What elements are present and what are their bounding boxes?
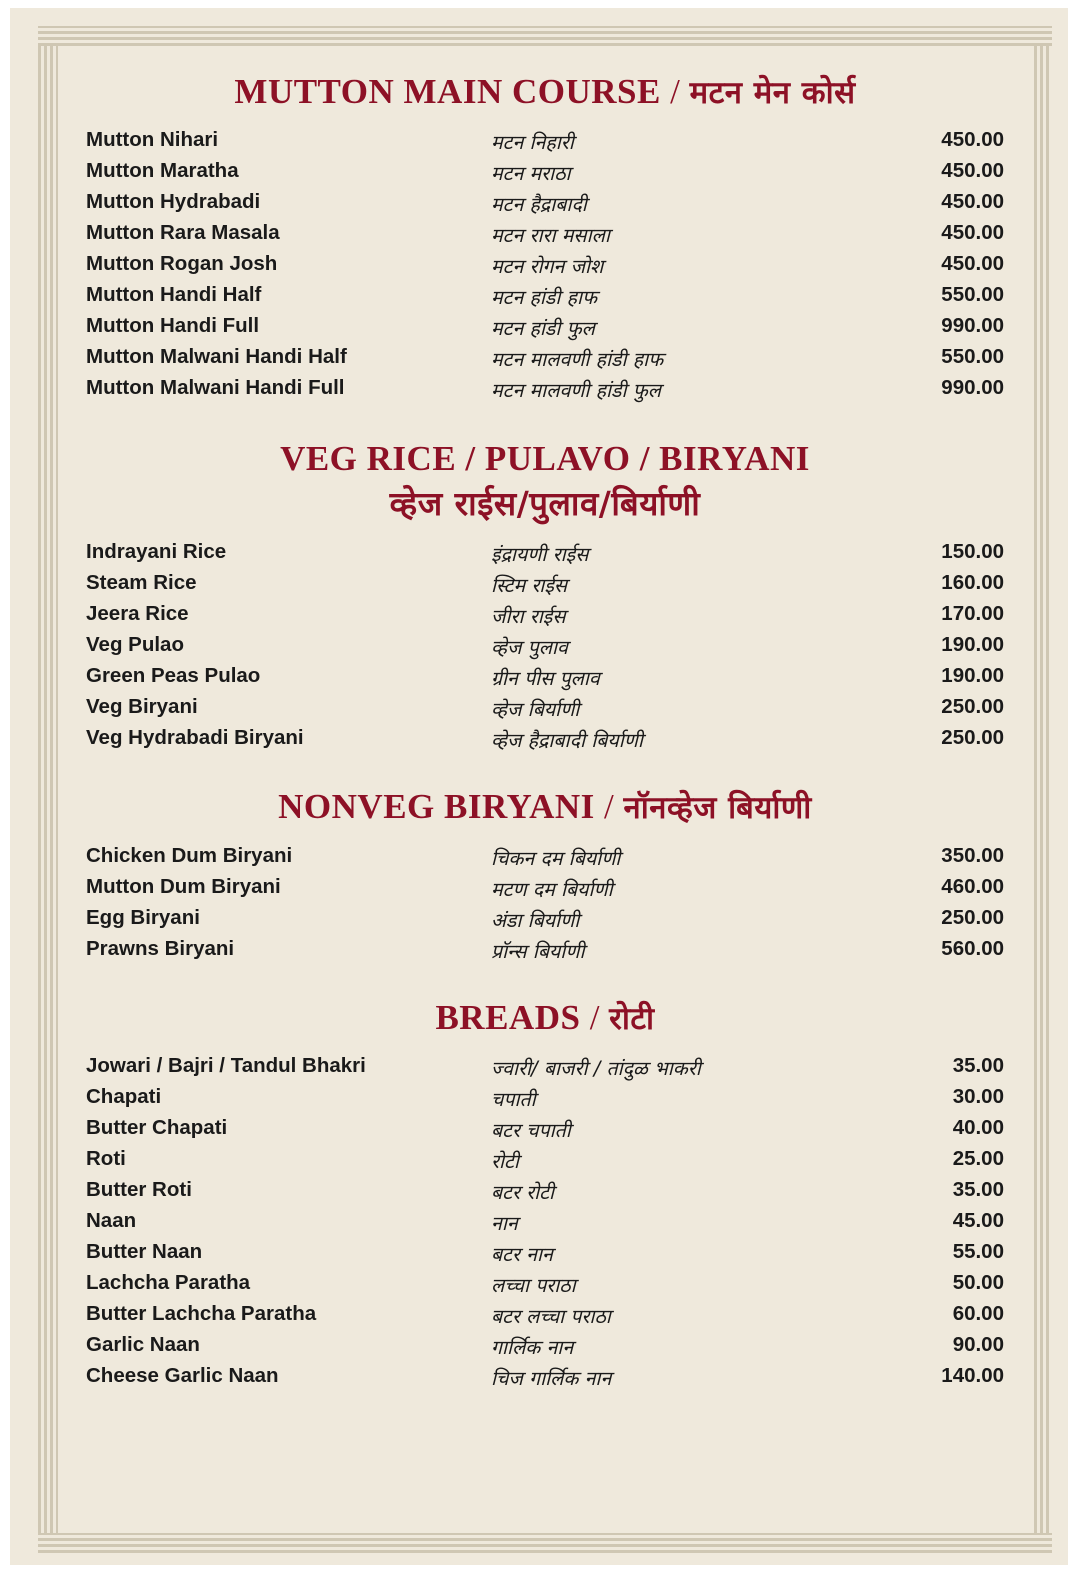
menu-item-row bbox=[86, 1114, 1004, 1145]
item-name-mr: मटन रारा मसाला bbox=[491, 224, 610, 248]
menu-item-row bbox=[86, 1176, 1004, 1207]
item-name-en: Cheese Garlic Naan bbox=[86, 1363, 279, 1387]
menu-items-table bbox=[86, 126, 1004, 405]
section-title-mr: मटन मेन कोर्स bbox=[689, 75, 856, 111]
section-title bbox=[86, 787, 1004, 827]
section-title bbox=[86, 72, 1004, 112]
item-price: 450.00 bbox=[941, 128, 1004, 152]
item-name-en: Mutton Rara Masala bbox=[86, 221, 280, 245]
item-name-en: Egg Biryani bbox=[86, 905, 200, 929]
item-name-en: Butter Roti bbox=[86, 1177, 192, 1201]
item-name-en: Mutton Malwani Handi Half bbox=[86, 345, 347, 369]
item-price: 35.00 bbox=[952, 1177, 1004, 1201]
item-name-en: Garlic Naan bbox=[86, 1332, 200, 1356]
item-name-mr: ग्रीन पीस पुलाव bbox=[491, 667, 600, 691]
item-name-mr: लच्चा पराठा bbox=[491, 1273, 576, 1297]
item-name-mr: व्हेज पुलाव bbox=[491, 636, 568, 660]
item-name-mr: चिकन दम बिर्याणी bbox=[491, 846, 621, 870]
item-price: 990.00 bbox=[941, 314, 1004, 338]
item-name-en: Mutton Nihari bbox=[86, 128, 219, 152]
section-spacer bbox=[86, 411, 1004, 437]
menu-content bbox=[58, 46, 1032, 1533]
item-name-en: Chicken Dum Biryani bbox=[86, 843, 293, 867]
item-name-mr: मटन मालवणी हांडी हाफ bbox=[491, 348, 664, 372]
item-price: 450.00 bbox=[941, 159, 1004, 183]
item-name-en: Butter Lachcha Paratha bbox=[86, 1301, 317, 1325]
menu-item-row bbox=[86, 935, 1004, 966]
item-name-en: Butter Chapati bbox=[86, 1115, 228, 1139]
item-price: 250.00 bbox=[941, 905, 1004, 929]
menu-item-row bbox=[86, 126, 1004, 157]
menu-item-row bbox=[86, 1269, 1004, 1300]
decorative-border-top bbox=[38, 26, 1052, 46]
item-name-en: Lachcha Paratha bbox=[86, 1270, 251, 1294]
item-price: 60.00 bbox=[952, 1301, 1004, 1325]
item-name-mr: बटर चपाती bbox=[491, 1118, 571, 1142]
section-title-en: VEG RICE / PULAVO / BIRYANI bbox=[280, 439, 810, 479]
menu-item-row bbox=[86, 1300, 1004, 1331]
item-name-mr: प्रॉन्स बिर्याणी bbox=[491, 939, 585, 963]
section-title-en: BREADS bbox=[435, 997, 581, 1037]
section-title-separator: / bbox=[594, 787, 624, 827]
menu-section bbox=[86, 437, 1004, 755]
section-title-mr: व्हेज राईस/पुलाव/बिर्याणी bbox=[389, 484, 701, 523]
item-price: 50.00 bbox=[952, 1270, 1004, 1294]
menu-item-row bbox=[86, 1238, 1004, 1269]
section-title-en: NONVEG BIRYANI bbox=[278, 787, 595, 827]
item-price: 35.00 bbox=[952, 1053, 1004, 1077]
menu-inner-panel bbox=[58, 46, 1032, 1533]
item-name-mr: ज्वारी/ बाजरी / तांदुळ भाकरी bbox=[491, 1056, 701, 1080]
menu-item-row bbox=[86, 662, 1004, 693]
item-name-en: Veg Biryani bbox=[86, 695, 198, 719]
menu-item-row bbox=[86, 873, 1004, 904]
item-name-mr: बटर नान bbox=[491, 1242, 553, 1266]
menu-item-row bbox=[86, 693, 1004, 724]
item-name-mr: स्टिम राईस bbox=[491, 574, 568, 598]
item-name-en: Roti bbox=[86, 1146, 126, 1170]
menu-item-row bbox=[86, 1331, 1004, 1362]
menu-item-row bbox=[86, 374, 1004, 405]
decorative-border-bottom bbox=[38, 1533, 1052, 1553]
item-name-mr: मटन हांडी फुल bbox=[491, 317, 595, 341]
item-price: 450.00 bbox=[941, 221, 1004, 245]
item-price: 560.00 bbox=[941, 936, 1004, 960]
item-name-en: Prawns Biryani bbox=[86, 936, 235, 960]
item-name-en: Chapati bbox=[86, 1084, 162, 1108]
menu-item-row bbox=[86, 250, 1004, 281]
menu-item-row bbox=[86, 157, 1004, 188]
item-name-mr: इंद्रायणी राईस bbox=[491, 543, 589, 567]
item-name-en: Mutton Rogan Josh bbox=[86, 252, 278, 276]
item-name-en: Mutton Hydrabadi bbox=[86, 190, 261, 214]
item-price: 40.00 bbox=[952, 1115, 1004, 1139]
item-name-mr: चिज गार्लिक नान bbox=[491, 1366, 612, 1390]
menu-item-row bbox=[86, 312, 1004, 343]
item-name-en: Indrayani Rice bbox=[86, 540, 227, 564]
menu-item-row bbox=[86, 904, 1004, 935]
item-name-mr: मटन निहारी bbox=[491, 131, 574, 155]
item-name-mr: मटन हैद्राबादी bbox=[491, 193, 587, 217]
item-name-mr: चपाती bbox=[491, 1087, 536, 1111]
item-price: 190.00 bbox=[941, 664, 1004, 688]
section-title-mr: नॉनव्हेज बिर्याणी bbox=[623, 790, 812, 827]
item-name-mr: गार्लिक नान bbox=[491, 1335, 574, 1359]
menu-section bbox=[86, 787, 1004, 965]
item-price: 25.00 bbox=[952, 1146, 1004, 1170]
item-price: 460.00 bbox=[941, 874, 1004, 898]
item-name-mr: मटन मालवणी हांडी फुल bbox=[491, 379, 661, 403]
menu-items-table bbox=[86, 842, 1004, 966]
item-price: 30.00 bbox=[952, 1084, 1004, 1108]
menu-section bbox=[86, 998, 1004, 1393]
item-name-en: Mutton Handi Half bbox=[86, 283, 262, 307]
item-price: 55.00 bbox=[952, 1239, 1004, 1263]
menu-item-row bbox=[86, 188, 1004, 219]
section-title-en: MUTTON MAIN COURSE bbox=[234, 72, 661, 111]
menu-item-row bbox=[86, 538, 1004, 569]
item-price: 90.00 bbox=[952, 1332, 1004, 1356]
menu-item-row bbox=[86, 569, 1004, 600]
item-price: 150.00 bbox=[941, 540, 1004, 564]
menu-item-row bbox=[86, 600, 1004, 631]
menu-item-row bbox=[86, 219, 1004, 250]
item-name-en: Steam Rice bbox=[86, 571, 197, 595]
item-price: 550.00 bbox=[941, 283, 1004, 307]
menu-item-row bbox=[86, 631, 1004, 662]
item-name-en: Jowari / Bajri / Tandul Bhakri bbox=[86, 1053, 366, 1077]
menu-item-row bbox=[86, 343, 1004, 374]
menu-item-row bbox=[86, 1207, 1004, 1238]
item-name-mr: जीरा राईस bbox=[491, 605, 566, 629]
section-title bbox=[86, 998, 1004, 1038]
item-price: 160.00 bbox=[941, 571, 1004, 595]
item-price: 170.00 bbox=[941, 602, 1004, 626]
menu-item-row bbox=[86, 1145, 1004, 1176]
item-name-mr: बटर रोटी bbox=[491, 1180, 555, 1204]
item-name-en: Butter Naan bbox=[86, 1239, 203, 1263]
section-spacer bbox=[86, 1399, 1004, 1425]
section-title-mr: रोटी bbox=[609, 1000, 655, 1037]
item-name-en: Naan bbox=[86, 1208, 137, 1232]
item-price: 350.00 bbox=[941, 843, 1004, 867]
item-name-en: Mutton Maratha bbox=[86, 159, 239, 183]
menu-item-row bbox=[86, 1083, 1004, 1114]
menu-item-row bbox=[86, 281, 1004, 312]
item-price: 250.00 bbox=[941, 726, 1004, 750]
decorative-border-frame bbox=[38, 26, 1052, 1553]
page-margin-top bbox=[0, 0, 1080, 8]
item-name-mr: मटन मराठा bbox=[491, 162, 571, 186]
page-margin-bottom bbox=[0, 1565, 1080, 1571]
item-name-en: Green Peas Pulao bbox=[86, 664, 261, 688]
item-name-en: Veg Pulao bbox=[86, 633, 184, 657]
item-price: 45.00 bbox=[952, 1208, 1004, 1232]
section-title bbox=[86, 437, 1004, 524]
page-margin-right bbox=[1068, 0, 1080, 1571]
item-name-mr: मटण दम बिर्याणी bbox=[491, 877, 613, 901]
item-name-en: Mutton Dum Biryani bbox=[86, 874, 281, 898]
item-price: 450.00 bbox=[941, 190, 1004, 214]
item-name-en: Mutton Handi Full bbox=[86, 314, 260, 338]
section-title-separator: / bbox=[580, 997, 610, 1037]
item-price: 250.00 bbox=[941, 695, 1004, 719]
menu-items-table bbox=[86, 538, 1004, 755]
menu-item-row bbox=[86, 1362, 1004, 1393]
item-price: 190.00 bbox=[941, 633, 1004, 657]
item-name-mr: बटर लच्चा पराठा bbox=[491, 1304, 611, 1328]
item-name-en: Mutton Malwani Handi Full bbox=[86, 376, 345, 400]
item-name-mr: अंडा बिर्याणी bbox=[491, 908, 580, 932]
item-name-mr: नान bbox=[491, 1211, 518, 1235]
item-price: 140.00 bbox=[941, 1363, 1004, 1387]
item-name-en: Veg Hydrabadi Biryani bbox=[86, 726, 304, 750]
item-name-mr: व्हेज हैद्राबादी बिर्याणी bbox=[491, 729, 643, 753]
page-margin-left bbox=[0, 0, 10, 1571]
menu-section bbox=[86, 72, 1004, 405]
menu-items-table bbox=[86, 1052, 1004, 1393]
menu-item-row bbox=[86, 842, 1004, 873]
item-name-en: Jeera Rice bbox=[86, 602, 189, 626]
section-spacer bbox=[86, 972, 1004, 998]
item-name-mr: व्हेज बिर्याणी bbox=[491, 698, 580, 722]
item-price: 550.00 bbox=[941, 345, 1004, 369]
section-title-separator: / bbox=[660, 72, 690, 111]
item-name-mr: मटन हांडी हाफ bbox=[491, 286, 598, 310]
menu-item-row bbox=[86, 1052, 1004, 1083]
item-price: 450.00 bbox=[941, 252, 1004, 276]
item-name-mr: मटन रोगन जोश bbox=[491, 255, 604, 279]
menu-item-row bbox=[86, 724, 1004, 755]
section-spacer bbox=[86, 761, 1004, 787]
item-name-mr: रोटी bbox=[491, 1149, 519, 1173]
item-price: 990.00 bbox=[941, 376, 1004, 400]
